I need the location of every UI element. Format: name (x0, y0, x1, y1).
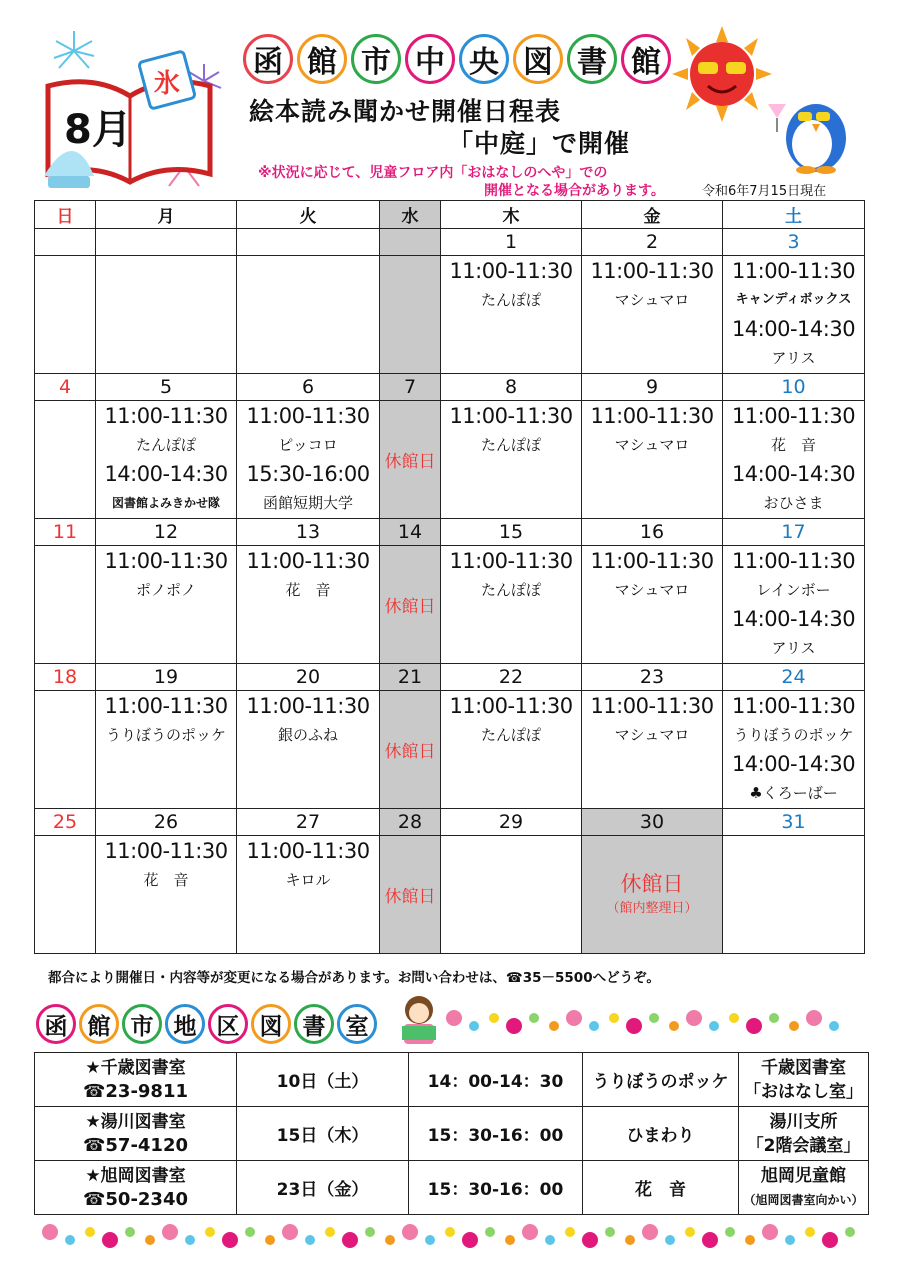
event-time: 11:00-11:30 (590, 549, 714, 573)
date-cell: 7 (380, 374, 441, 401)
event-cell (582, 256, 723, 374)
branch-name-cell (35, 1053, 237, 1107)
date-cell: 12 (96, 519, 237, 546)
date-cell: 22 (441, 664, 582, 691)
event-cell (35, 546, 96, 664)
branch-time: 14：00-14：30 (409, 1053, 583, 1107)
event-cell (35, 256, 96, 374)
date-cell: 25 (35, 809, 96, 836)
event-time: 14:00-14:30 (104, 462, 228, 486)
event-group: 図書館よみきかせ隊 (111, 496, 220, 510)
branch-title-char: 室 (337, 1004, 377, 1044)
event-cell (582, 691, 723, 809)
event-time: 14:00-14:30 (731, 752, 856, 776)
event-time: 11:00-11:30 (246, 549, 370, 573)
branch-name: ★湯川図書室 (85, 1111, 186, 1132)
date-cell: 1 (441, 229, 582, 256)
event-cell (380, 546, 441, 664)
event-row (35, 691, 865, 809)
event-time: 14:00-14:30 (731, 462, 856, 486)
event-time: 11:00-11:30 (246, 404, 370, 428)
date-cell: 15 (441, 519, 582, 546)
branch-time: 15：30-16：00 (409, 1107, 583, 1161)
weekday-3: 水 (380, 201, 441, 229)
event-cell (237, 546, 380, 664)
sun-icon (672, 26, 772, 122)
weekday-5: 金 (582, 201, 723, 229)
event-group: たんぽぽ (480, 291, 541, 309)
event-cell (723, 401, 865, 519)
as-of-date: 令和6年7月15日現在 (702, 184, 827, 199)
event-group: ピッコロ (278, 436, 338, 454)
weekday-6: 土 (723, 201, 865, 229)
date-cell: 14 (380, 519, 441, 546)
branch-phone: ☎57-4120 (82, 1134, 189, 1156)
closed-label: 休館日 (620, 871, 684, 896)
event-cell (35, 691, 96, 809)
closed-reason: （館内整理日） (606, 900, 698, 916)
title-char: 函 (243, 34, 293, 84)
event-group: たんぽぽ (480, 436, 541, 454)
event-group: マシュマロ (614, 436, 690, 454)
flower-garland-bottom (40, 1220, 862, 1252)
weekday-2: 火 (237, 201, 380, 229)
branch-phone: ☎23-9811 (82, 1080, 189, 1102)
closed-label: 休館日 (384, 887, 436, 907)
event-group: 花 音 (285, 581, 331, 599)
event-time: 11:00-11:30 (731, 259, 856, 283)
event-time: 11:00-11:30 (449, 259, 573, 283)
date-cell: 11 (35, 519, 96, 546)
event-cell (237, 836, 380, 954)
date-cell: 3 (723, 229, 865, 256)
event-cell (441, 256, 582, 374)
date-cell: 6 (237, 374, 380, 401)
event-cell (441, 691, 582, 809)
event-row (35, 836, 865, 954)
penguin-icon (764, 92, 854, 174)
event-cell (582, 401, 723, 519)
branch-place-cell (739, 1107, 869, 1161)
branch-title-char: 図 (251, 1004, 291, 1044)
date-row (35, 664, 865, 691)
date-cell: 30 (582, 809, 723, 836)
branch-name: ★千歳図書室 (85, 1057, 186, 1078)
event-group: 花 音 (143, 871, 189, 889)
weekday-1: 月 (96, 201, 237, 229)
event-group: おひさま (763, 494, 824, 512)
calendar-table (34, 200, 865, 954)
branch-place-detail: （旭岡図書室向かい） (743, 1192, 864, 1207)
branch-phone: ☎50-2340 (82, 1188, 189, 1210)
closed-label: 休館日 (384, 452, 436, 472)
event-group: アリス (771, 639, 816, 657)
event-time: 14:00-14:30 (731, 607, 856, 631)
date-row (35, 374, 865, 401)
title-char: 央 (459, 34, 509, 84)
date-cell (380, 229, 441, 256)
date-cell: 26 (96, 809, 237, 836)
event-group: アリス (771, 349, 816, 367)
closed-label: 休館日 (384, 742, 436, 762)
event-time: 11:00-11:30 (590, 404, 714, 428)
event-row (35, 546, 865, 664)
branch-place-cell (739, 1053, 869, 1107)
event-cell (441, 546, 582, 664)
event-cell (96, 401, 237, 519)
branch-place-detail: 「おはなし室」 (744, 1081, 863, 1102)
title-char: 市 (351, 34, 401, 84)
event-cell (441, 401, 582, 519)
child-reading-icon (394, 992, 444, 1048)
date-row (35, 229, 865, 256)
event-cell (582, 546, 723, 664)
event-time: 11:00-11:30 (449, 694, 573, 718)
date-cell: 20 (237, 664, 380, 691)
date-cell: 4 (35, 374, 96, 401)
date-row (35, 809, 865, 836)
branch-title-char: 書 (294, 1004, 334, 1044)
event-cell (582, 836, 723, 954)
weekday-header-row (35, 201, 865, 229)
date-cell: 2 (582, 229, 723, 256)
date-cell: 23 (582, 664, 723, 691)
branch-date: 10日（土） (237, 1053, 409, 1107)
title-char: 中 (405, 34, 455, 84)
event-group: 銀のふね (277, 726, 338, 744)
event-time: 11:00-11:30 (731, 694, 856, 718)
event-time: 11:00-11:30 (590, 259, 714, 283)
event-cell (380, 836, 441, 954)
date-cell: 18 (35, 664, 96, 691)
event-group: ポノポノ (135, 581, 196, 599)
branch-date: 15日（木） (237, 1107, 409, 1161)
venue-subtitle: 「中庭」で開催 (448, 129, 631, 158)
event-cell (723, 256, 865, 374)
event-group: 函館短期大学 (262, 494, 353, 512)
branch-title-char: 函 (36, 1004, 76, 1044)
flower-garland (444, 1006, 856, 1038)
branch-row (35, 1161, 869, 1215)
date-cell: 24 (723, 664, 865, 691)
title-char: 館 (297, 34, 347, 84)
date-cell: 31 (723, 809, 865, 836)
event-cell (723, 836, 865, 954)
date-cell (237, 229, 380, 256)
date-cell (35, 229, 96, 256)
branch-title-char: 地 (165, 1004, 205, 1044)
date-cell: 8 (441, 374, 582, 401)
branch-title-char: 館 (79, 1004, 119, 1044)
event-time: 11:00-11:30 (104, 694, 228, 718)
branch-place-cell (739, 1161, 869, 1215)
event-time: 11:00-11:30 (590, 694, 714, 718)
event-cell (96, 256, 237, 374)
branch-name-cell (35, 1161, 237, 1215)
event-group: キロル (285, 871, 331, 889)
event-time: 11:00-11:30 (104, 839, 228, 863)
branch-title-char: 区 (208, 1004, 248, 1044)
fan-char: 氷 (154, 69, 181, 99)
event-cell (380, 401, 441, 519)
event-cell (96, 691, 237, 809)
event-group: 花 音 (770, 436, 816, 454)
event-cell (237, 691, 380, 809)
event-cell (723, 691, 865, 809)
branch-group: うりぼうのポッケ (583, 1053, 739, 1107)
event-time: 11:00-11:30 (449, 549, 573, 573)
event-cell (723, 546, 865, 664)
event-group: たんぽぽ (480, 581, 541, 599)
branch-time: 15：30-16：00 (409, 1161, 583, 1215)
event-group: マシュマロ (614, 291, 690, 309)
event-time: 11:00-11:30 (731, 549, 856, 573)
event-cell (237, 256, 380, 374)
venue-note-line1: ※状況に応じて、児童フロア内「おはなしのへや」での (258, 165, 608, 181)
event-time: 11:00-11:30 (731, 404, 856, 428)
branch-date: 23日（金） (237, 1161, 409, 1215)
title-char: 館 (621, 34, 671, 84)
event-time: 11:00-11:30 (246, 839, 370, 863)
event-group: キャンディボックス (735, 292, 852, 307)
event-group: たんぽぽ (480, 726, 541, 744)
event-cell (35, 836, 96, 954)
contact-note: 都合により開催日・内容等が変更になる場合があります。お問い合わせは、☎35－5500へどうぞ。 (48, 970, 660, 986)
date-cell: 29 (441, 809, 582, 836)
date-cell: 19 (96, 664, 237, 691)
event-row (35, 256, 865, 374)
event-cell (380, 691, 441, 809)
branch-row (35, 1053, 869, 1107)
branch-title (36, 1004, 377, 1044)
title-char: 書 (567, 34, 617, 84)
weekday-0: 日 (35, 201, 96, 229)
event-time: 14:00-14:30 (731, 317, 856, 341)
date-cell: 10 (723, 374, 865, 401)
event-cell (96, 546, 237, 664)
venue-note-line2: 開催となる場合があります。 (484, 183, 665, 199)
event-cell (380, 256, 441, 374)
event-group: マシュマロ (614, 581, 690, 599)
branch-place-detail: 「2階会議室」 (746, 1135, 861, 1156)
event-time: 15:30-16:00 (246, 462, 370, 486)
closed-label: 休館日 (384, 597, 436, 617)
branch-group: ひまわり (583, 1107, 739, 1161)
event-group: ♣くろーばー (749, 784, 838, 802)
branch-group: 花 音 (583, 1161, 739, 1215)
event-group: うりぼうのポッケ (733, 726, 854, 744)
library-title (243, 34, 671, 84)
event-cell (96, 836, 237, 954)
date-cell: 21 (380, 664, 441, 691)
event-time: 11:00-11:30 (104, 549, 228, 573)
branch-name: ★旭岡図書室 (85, 1165, 186, 1186)
event-cell (237, 401, 380, 519)
event-cell (35, 401, 96, 519)
branch-row (35, 1107, 869, 1161)
date-cell: 9 (582, 374, 723, 401)
month-label: 8月 (64, 107, 132, 153)
date-cell: 5 (96, 374, 237, 401)
event-time: 11:00-11:30 (104, 404, 228, 428)
event-group: うりぼうのポッケ (105, 726, 226, 744)
date-cell: 28 (380, 809, 441, 836)
event-group: たんぽぽ (135, 436, 196, 454)
event-cell (441, 836, 582, 954)
weekday-4: 木 (441, 201, 582, 229)
branch-title-char: 市 (122, 1004, 162, 1044)
event-row (35, 401, 865, 519)
event-group: レインボー (756, 581, 831, 599)
date-cell: 16 (582, 519, 723, 546)
date-cell: 27 (237, 809, 380, 836)
date-cell (96, 229, 237, 256)
date-cell: 17 (723, 519, 865, 546)
date-row (35, 519, 865, 546)
event-group: マシュマロ (614, 726, 690, 744)
branch-name-cell (35, 1107, 237, 1161)
branch-place: 湯川支所 (769, 1111, 838, 1132)
branch-place: 千歳図書室 (761, 1057, 846, 1078)
title-char: 図 (513, 34, 563, 84)
event-time: 11:00-11:30 (449, 404, 573, 428)
branch-place: 旭岡児童館 (761, 1165, 846, 1186)
event-time: 11:00-11:30 (246, 694, 370, 718)
schedule-subtitle: 絵本読み聞かせ開催日程表 (249, 97, 562, 126)
branch-schedule-table (34, 1052, 869, 1215)
date-cell: 13 (237, 519, 380, 546)
